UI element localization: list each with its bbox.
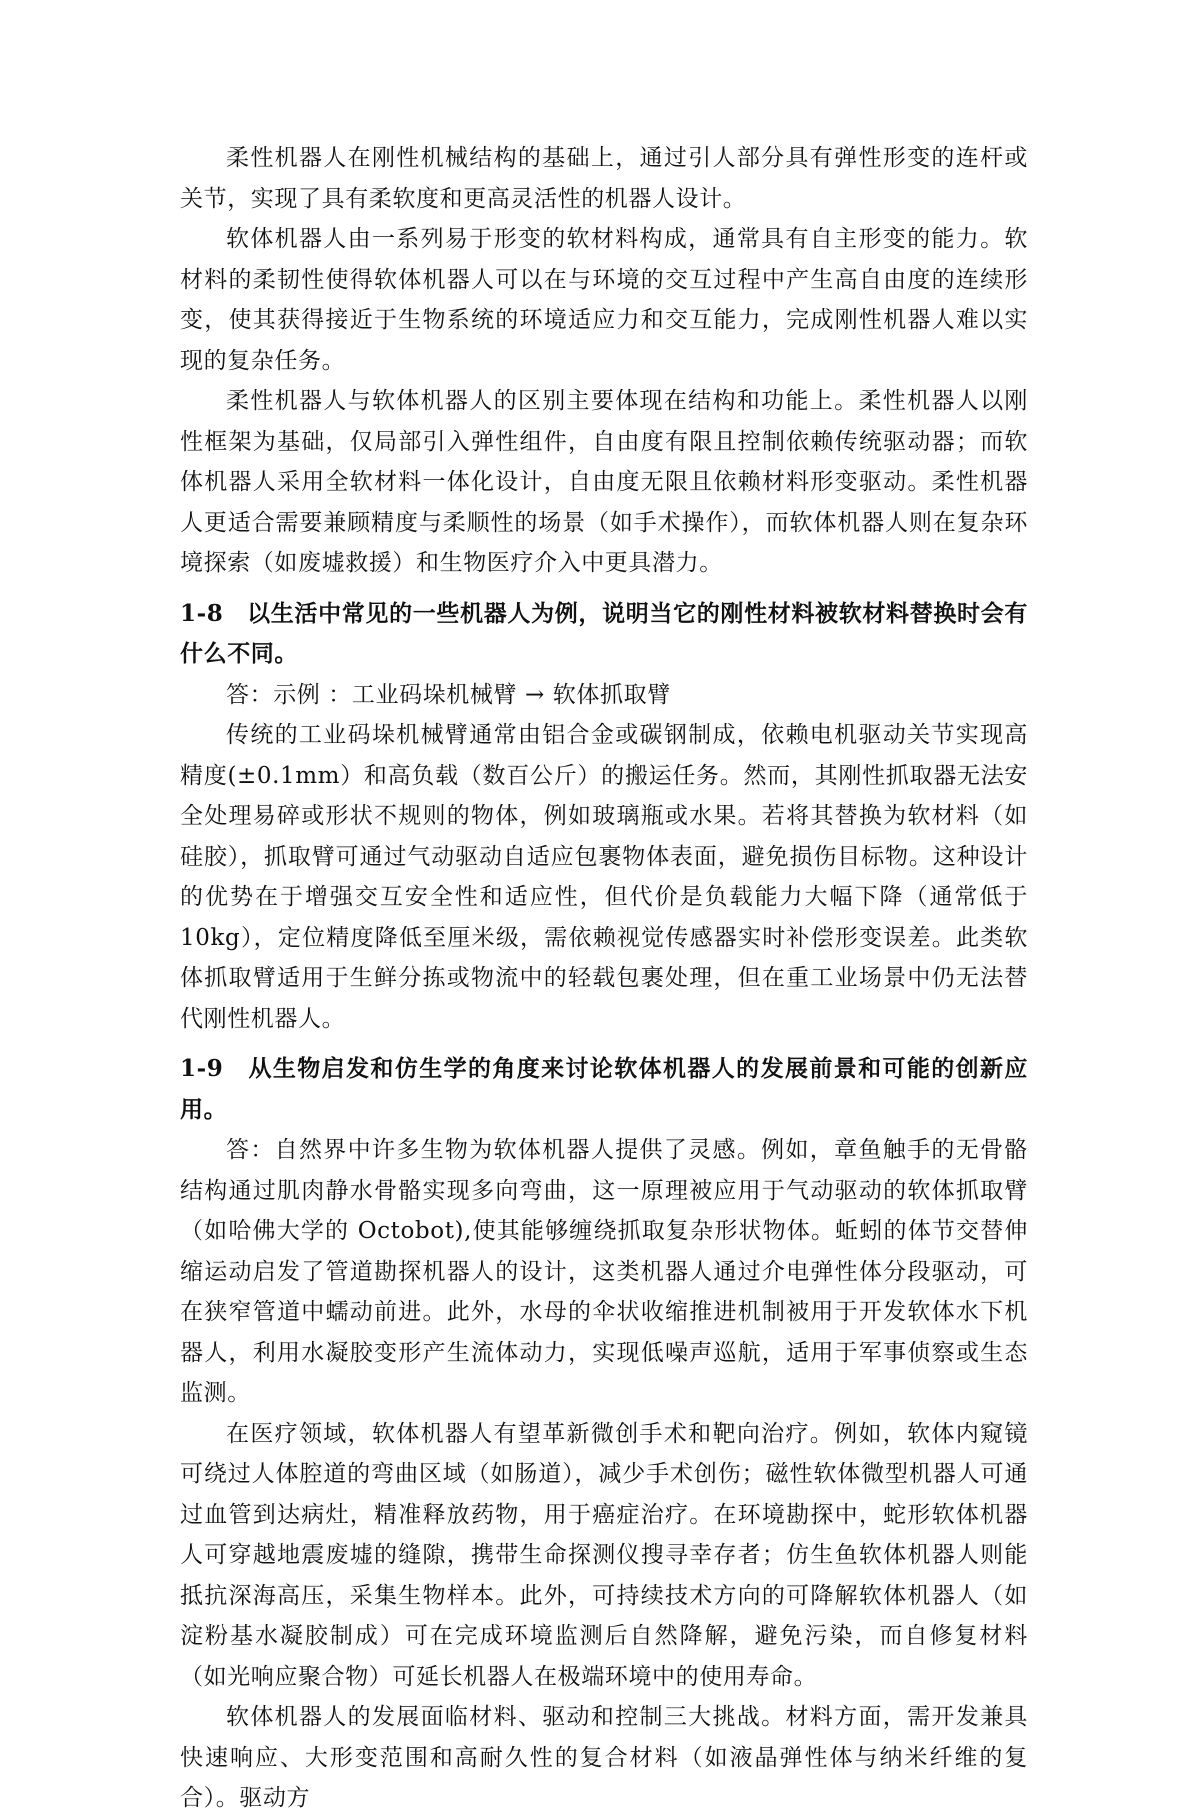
paragraph-soft-robot: 软体机器人由一系列易于形变的软材料构成，通常具有自主形变的能力。软材料的柔韧性使得软体机器人可以在与环境的交互过程中产生高自由度的连续形变，使其获得接近于生物系统的环境适应力和交互能力，完成刚性机器人难以实现的复杂任务。 [180, 226, 1028, 374]
question-1-9-heading: 1-9 从生物启发和仿生学的角度来讨论软体机器人的发展前景和可能的创新应用。 [180, 1055, 1028, 1123]
question-1-8-answer-body: 传统的工业码垛机械臂通常由铝合金或碳钢制成，依赖电机驱动关节实现高精度(±0.1mm）和高负载（数百公斤）的搬运任务。然而，其刚性抓取器无法安全处理易碎或形状不规则的物体，例如玻璃瓶或水果。若将其替换为软材料（如 硅胶），抓取臂可通过气动驱动自适应包裹物体表面，避免损伤目标物。这种设计的优势在于增强交互安全性和适应性，但代价是负载能力大幅下降（通常低于 10kg），定位精度降低至厘米级，需依赖视觉传感器实时补偿形变误差。此类软体抓取臂适用于生鲜分拣或物流中的轻载包裹处理，但在重工业场景中仍无法替代刚性机器人。 [180, 722, 1028, 1032]
question-1-8-heading: 1-8 以生活中常见的一些机器人为例，说明当它的刚性材料被软材料替换时会有什么不同。 [180, 599, 1028, 667]
paragraph-flexible-robot: 柔性机器人在刚性机械结构的基础上，通过引人部分具有弹性形变的连杆或关节，实现了具有柔软度和更高灵活性的机器人设计。 [180, 145, 1028, 212]
question-1-9-answer-paragraph-1: 答：自然界中许多生物为软体机器人提供了灵感。例如，章鱼触手的无骨骼结构通过肌肉静水骨骼实现多向弯曲，这一原理被应用于气动驱动的软体抓取臂（如哈佛大学的 Octobot),使其能够缠绕抓取复杂形状物体。蚯蚓的体节交替伸缩运动启发了管道勘探机器人的设计，这类机器人通过介电弹性体分段驱动，可在狭窄管道中蠕动前进。此外，水母的伞状收缩推进机制被用于开发软体水下机器人，利用水凝胶变形产生流体动力，实现低噪声巡航，适用于军事侦察或生态监测。 [180, 1137, 1028, 1406]
question-1-8-answer-intro: 答：示例 ：工业码垛机械臂 → 软体抓取臂 [226, 681, 671, 708]
document-page [180, 138, 1028, 1819]
question-1-9-answer-paragraph-2: 在医疗领域，软体机器人有望革新微创手术和靶向治疗。例如，软体内窥镜可绕过人体腔道的弯曲区域（如肠道），减少手术创伤；磁性软体微型机器人可通过血管到达病灶，精准释放药物，用于癌症治疗。在环境勘探中，蛇形软体机器人可穿越地震废墟的缝隙，携带生命探测仪搜寻幸存者；仿生鱼软体机器人则能抵抗深海高压，采集生物样本。此外，可持续技术方向的可降解软体机器人（如淀粉基水凝胶制成）可在完成环境监测后自然降解，避免污染，而自修复材料（如光响应聚合物）可延长机器人在极端环境中的使用寿命。 [180, 1420, 1028, 1690]
question-1-9-answer-paragraph-3: 软体机器人的发展面临材料、驱动和控制三大挑战。材料方面，需开发兼具快速响应、大形变范围和高耐久性的复合材料（如液晶弹性体与纳米纤维的复合）。驱动方 [180, 1704, 1028, 1811]
paragraph-difference: 柔性机器人与软体机器人的区别主要体现在结构和功能上。柔性机器人以刚性框架为基础，仅局部引入弹性组件，自由度有限且控制依赖传统驱动器；而软体机器人采用全软材料一体化设计，自由度无限且依赖材料形变驱动。柔性机器人更适合需要兼顾精度与柔顺性的场景（如手术操作），而软体机器人则在复杂环境探索（如废墟救援）和生物医疗介入中更具潜力。 [180, 388, 1028, 576]
